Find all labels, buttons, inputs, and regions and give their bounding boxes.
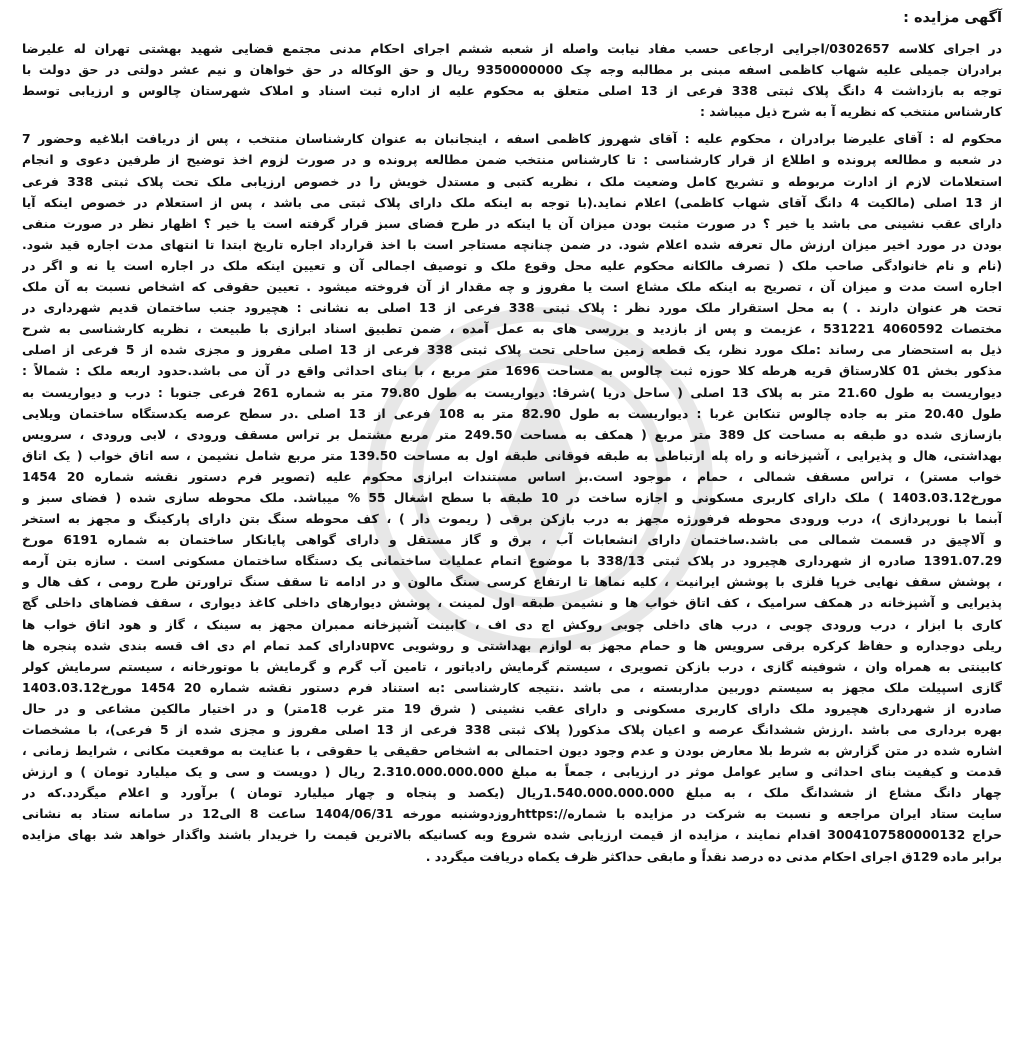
text-line: دارای عقب نشینی می باشد یا خیر ؟ در صورت مثبت بودن میزان آن یا اینکه در طرح فضای سبز قرار گرفته است یا خیر ؟ اظهار نظر در صورت منفی bbox=[22, 215, 1002, 231]
text-line: اشاره شده در متن گزارش به شرط بلا معارض بودن و عدم وجود دیون احتمالی به اشخاص حقیقی یا حقوقی ، با عنایت به موقعیت مکانی ، شرایط زمانی ، bbox=[22, 743, 1002, 759]
text-line: و آلاچیق در قسمت شمالی می باشد.ساختمان دارای انشعابات آب ، برق و گاز مستقل و دارای گواهی پایانکار ساختمان به شماره 6191 مورخ bbox=[22, 532, 1002, 548]
text-line: محکوم له : آقای علیرضا برادران ، محکوم علیه : آقای شهروز کاظمی اسفه ، اینجانبان به عنوان کارشناسان منتخب ، پس از دریافت ابلاغیه وحضور 7 bbox=[22, 131, 1002, 147]
text-line: آبنما با نورپردازی )، درب ورودی محوطه فرفورژه مجهز به درب بازکن برقی ( ریموت دار ) ، کف محوطه سنگ بتن دارای پارکینگ و مجهز به استخر bbox=[22, 511, 1002, 527]
text-line: ، پوشش سقف نهایی خرپا فلزی با پوشش ایرانیت ، کلیه نماها تا ارتفاع کرسی سنگ مالون و در ادامه تا سقف سنگ تراورتن طرح رومی ، کف هال و bbox=[22, 574, 1002, 590]
notice-intro-paragraph bbox=[22, 38, 1002, 122]
text-line: بهداشتی، هال و پذیرایی ، آشپزخانه و راه پله ارتباطی به طبقه فوقانی طبقه اول به مساحت 139.50 متر مربع شامل نشیمن ، سه اتاق خواب ( یک اتاق bbox=[22, 447, 1002, 463]
text-line: صادره از شهرداری هچیرود ملک دارای کاربری مسکونی و دارای عقب نشینی ( شرق 19 متر غرب 18متر) و در اختیار مالکین مشاعی و در حال bbox=[22, 700, 1002, 716]
text-line: توجه به بازداشت 4 دانگ پلاک ثبتی 338 فرعی از 13 اصلی متعلق به محکوم علیه از اداره ثبت اسناد و املاک شهرستان چالوس و ارزیابی توسط bbox=[22, 83, 1002, 99]
text-line: در شعبه و مطالعه پرونده و اطلاع از قرار کارشناسی : تا کارشناس منتخب ضمن مطالعه پرونده و در صورت لزوم اخذ توضیح از طرفین دعوی و انجام bbox=[22, 152, 1002, 168]
text-line: اجاره است مدت و میزان آن ، تصریح به اینکه ملک مشاع است یا مفروز و چه مقدار از آن فروخته میشود . تعیین حقوقی که اشخاص نسبت به آن ملک bbox=[22, 279, 1002, 295]
text-line: تحت هر عنوان دارند . ) به محل استقرار ملک مورد نظر : پلاک ثبتی 338 فرعی از 13 اصلی به نشانی : هچیرود جنب ساختمان قدیم شهرداری در bbox=[22, 300, 1002, 316]
text-line: بازسازی شده دو طبقه به مساحت کل 389 متر مربع ( همکف به مساحت 249.50 متر مربع مشتمل بر تراس مسقف ورودی ، لابی ورودی ، سرویس bbox=[22, 426, 1002, 442]
text-line: ریلی دوجداره و حفاظ کرکره برقی سرویس ها و حمام مجهز به لوازم بهداشتی و روشویی upvcدارای کمد تمام ام دی اف قسه بندی شده پنجره ها bbox=[22, 637, 1002, 653]
text-line: بهره برداری می باشد .ارزش ششدانگ عرصه و اعیان پلاک مذکور( پلاک ثبتی 338 فرعی از 13 اصلی مفروز و مجزی شده از 5 فرعی)، با مشخصات bbox=[22, 722, 1002, 737]
text-line: برابر ماده 129ق اجرای احکام مدنی ده درصد نقداً و مابقی حداکثر ظرف یکماه دریافت میگردد . bbox=[425, 848, 1002, 864]
text-line: حراج 3004107580000132 اقدام نمایند ، مزایده از قیمت ارزیابی شده شروع وبه کسانیکه بالاترین قیمت را خریدار باشند واگذار خواهد شد بهای مزایده bbox=[22, 827, 1002, 843]
text-line: خواب مستر) ، تراس مسقف شمالی ، حمام ، موجود است.بر اساس مستندات ابرازی محکوم علیه (تصویر فرم دستور نقشه شماره 20 1454 bbox=[22, 468, 1002, 484]
text-line: کابینتی به همراه وان ، شوفینه گازی ، درب بازکن تصویری ، سیستم گرمایش رادیاتور ، تامین آب گرم و گرمایش با موتورخانه ، سیستم سرمایش کولر bbox=[22, 658, 1002, 674]
text-line: قدمت و کیفیت بنای احداثی و سایر عوامل موثر در ارزیابی ، جمعاً به مبلغ 2.310.000.000.000 ریال ( دویست و سی و یک میلیارد تومان ) و ارزش bbox=[22, 764, 1002, 780]
text-line: از 13 اصلی (مالکیت 4 دانگ آقای شهاب کاظمی) اعلام نماید.(با توجه به اینکه ملک دارای پلاک ثبتی می باشد ، پس از استعلام در خصوص اینکه آیا bbox=[22, 194, 1002, 210]
text-line: مورخ1403.03.12 ) ملک دارای کاربری مسکونی و اجازه ساخت در 10 طبقه با سطح اشغال 55 % میباشد. ملک محوطه سازی شده ( فضای سبز و bbox=[22, 489, 1002, 505]
text-line: در اجرای کلاسه 0302657/اجرایی ارجاعی حسب مفاد نیابت واصله از شعبه ششم اجرای احکام مدنی مجتمع قضایی شهید بهشتی تهران له علیرضا bbox=[22, 41, 1002, 56]
text-line: ذیل به استحضار می رساند :ملک مورد نظر، یک قطعه زمین ساحلی تحت پلاک ثبتی 338 فرعی از 13 اصلی مفروز و مجزی شده از 5 فرعی از اصلی bbox=[22, 342, 1002, 358]
text-line: (نام و نام خانوادگی صاحب ملک ( تصرف مالکانه محکوم علیه محل وقوع ملک و توصیف اجمالی آن و تعیین اینکه ملک در اجاره است یا نه و اگر در bbox=[22, 257, 1002, 273]
text-line: بودن در مورد اخیر میزان ارزش مال تعرفه شده اعلام شود. در ضمن چنانچه مستاجر است با اخذ قرارداد اجاره تاریخ ابتدا تا انتهای مدت اجاره قید شود. bbox=[22, 236, 1002, 252]
text-line: سایت ستاد ایران مراجعه و نسبت به شرکت در مزایده با شماره//:httpsروزدوشنبه مورخه 1404/06/31 ساعت 8 الی12 در سامانه ستاد به نشانی bbox=[22, 806, 1002, 822]
notice-title: آگهی مزایده : bbox=[903, 10, 1002, 26]
text-line: کارشناس منتخب که نظریه آ به شرح ذیل میباشد : bbox=[699, 104, 1002, 120]
text-line: مختصات 4060592 531221 ، عزیمت و پس از بازدید و بررسی های به عمل آمده ، ضمن تطبیق اسناد ابرازی با طبیعت ، نظریه کارشناسی به شرح bbox=[22, 321, 1002, 337]
expert-opinion-paragraph bbox=[22, 128, 1002, 866]
text-line: برادران جمیلی علیه شهاب کاظمی اسفه مبنی بر مطالبه وجه چک 9350000000 ریال و حق الوکاله در حق خواهان و نیم عشر دولتی در حق دولت با bbox=[22, 62, 1002, 78]
text-line: گازی اسپیلت ملک مجهز به سیستم دوربین مداربسته ، می باشد .نتیجه کارشناسی :به استناد فرم دستور نقشه شماره 20 1454 مورخ1403.03.12 bbox=[22, 679, 1002, 695]
text-line: طول 20.40 متر به جاده چالوس تنکابن غربا : دیواریست به طول 82.90 متر به 108 فرعی از 13 اصلی .در سطح عرصه یکدستگاه ساختمان ویلایی bbox=[22, 405, 1002, 421]
text-line: دیواریست به طول 21.60 متر به پلاک 13 اصلی ( ساحل دریا )شرقا: دیواریست به طول 79.80 متر به شماره 261 فرعی جنوبا : درب و دیواریست به bbox=[22, 384, 1002, 400]
text-line: پذیرایی و آشپزخانه در همکف سرامیک ، کف اتاق خواب ها و نشیمن طبقه اول لمینت ، پوشش دیوارهای داخلی کاغذ دیواری ، سقف فضاهای داخلی گچ bbox=[22, 595, 1002, 611]
text-line: 1391.07.29 صادره از شهرداری هچیرود در پلاک ثبتی 338/13 با موضوع اتمام عملیات ساختمانی یک دستگاه ساختمان مسکونی است . سازه بتن آرمه bbox=[22, 553, 1002, 569]
text-line: کاری با ابزار ، درب ورودی چوبی ، درب های داخلی چوبی روکش اچ دی اف ، کابینت آشپزخانه ممبران مجهز به سینک ، گاز و هود اتاق خواب ها bbox=[22, 616, 1002, 632]
text-line: استعلامات لازم از ادارت مربوطه و تشریح کامل وضعیت ملک ، نظریه کتبی و مستدل خویش را در خصوص ارزیابی ملک تحت پلاک ثبتی 338 فرعی bbox=[22, 173, 1002, 189]
text-line: مذکور بخش 01 کلارستاق قریه هرطه کلا حوزه ثبت چالوس به مساحت 1696 متر مربع ، با بنای احداثی واقع در آن می باشد.حدود اربعه ملک : شمالاً : bbox=[22, 363, 1002, 379]
text-line: چهار دانگ مشاع از ششدانگ ملک ، به مبلغ 1.540.000.000.000ریال (یکصد و پنجاه و چهار میلیارد تومان ) برآورد و اعلام میگردد.که در bbox=[22, 785, 1002, 801]
